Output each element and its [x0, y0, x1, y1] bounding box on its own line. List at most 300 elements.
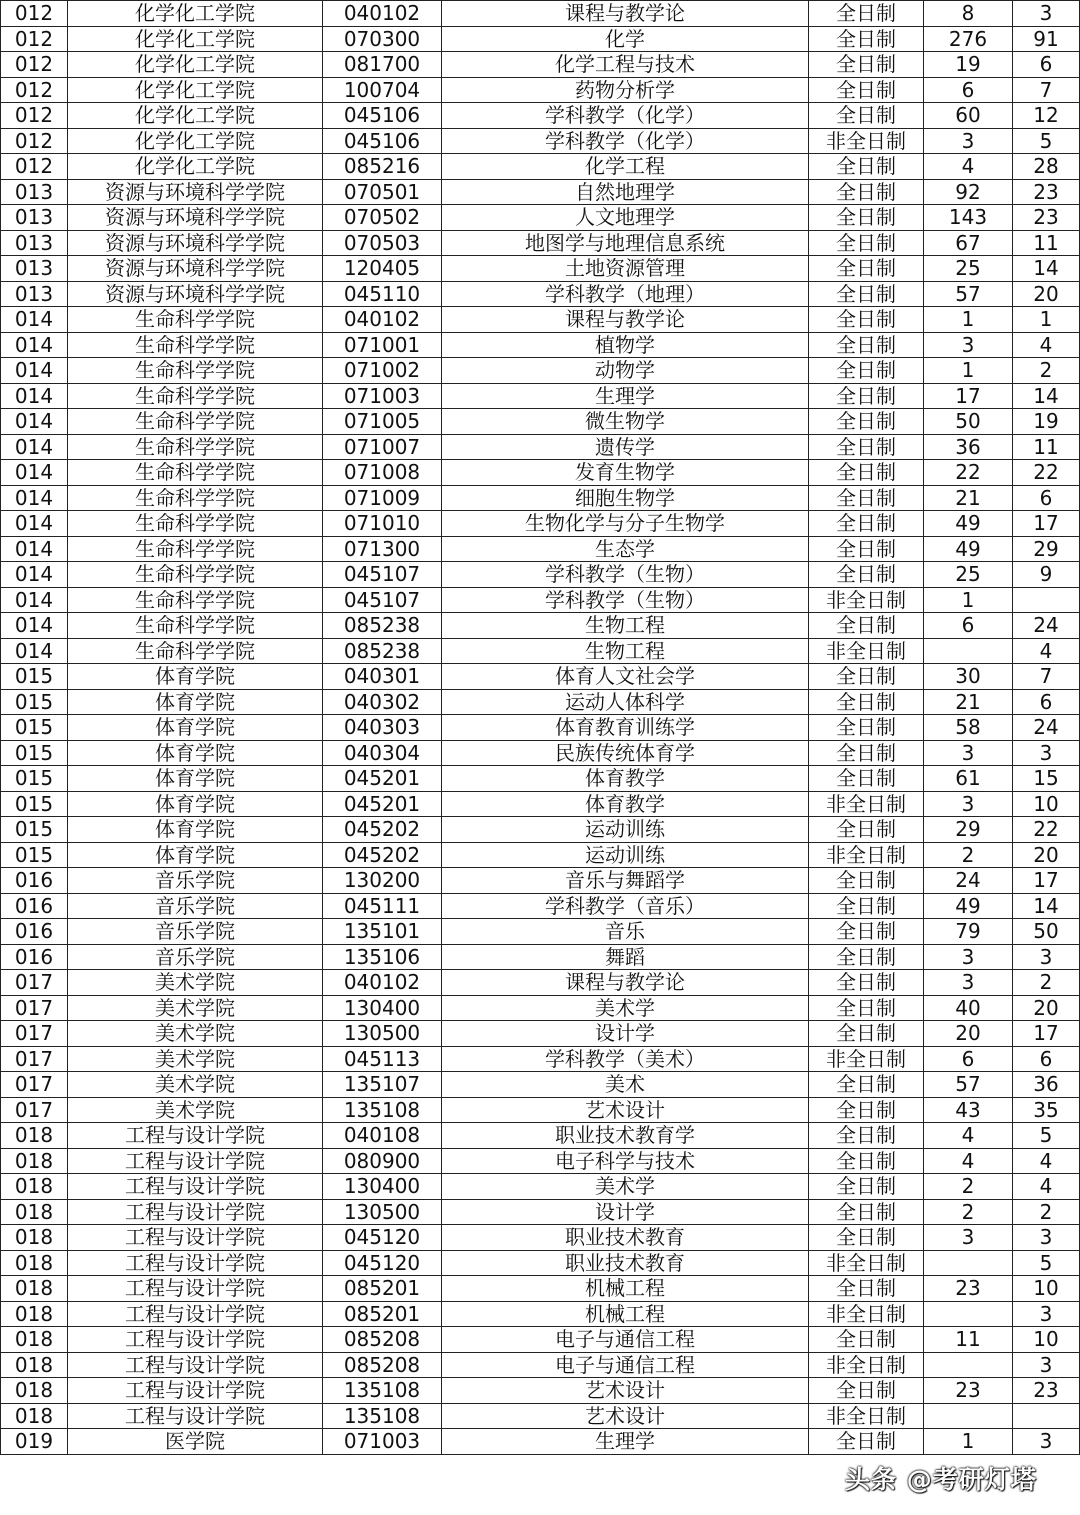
major-code-cell: 070501 — [323, 179, 442, 205]
college-code-cell: 015 — [1, 715, 68, 741]
count-b-cell: 6 — [1013, 485, 1080, 511]
study-mode-cell: 全日制 — [809, 1174, 924, 1200]
major-code-cell: 130400 — [323, 995, 442, 1021]
major-name-cell: 课程与教学论 — [442, 970, 809, 996]
count-b-cell: 17 — [1013, 1021, 1080, 1047]
study-mode-cell: 全日制 — [809, 434, 924, 460]
college-name-cell: 生命科学学院 — [68, 434, 323, 460]
college-name-cell: 生命科学学院 — [68, 562, 323, 588]
major-code-cell: 085238 — [323, 638, 442, 664]
count-a-cell: 2 — [924, 842, 1013, 868]
count-b-cell: 10 — [1013, 791, 1080, 817]
count-a-cell: 8 — [924, 1, 1013, 27]
major-name-cell: 地图学与地理信息系统 — [442, 230, 809, 256]
count-b-cell: 5 — [1013, 128, 1080, 154]
major-name-cell: 音乐与舞蹈学 — [442, 868, 809, 894]
study-mode-cell: 全日制 — [809, 1199, 924, 1225]
study-mode-cell: 全日制 — [809, 817, 924, 843]
count-a-cell: 4 — [924, 1123, 1013, 1149]
table-row — [1, 1327, 1080, 1353]
college-name-cell: 体育学院 — [68, 766, 323, 792]
major-code-cell: 081700 — [323, 52, 442, 78]
study-mode-cell: 全日制 — [809, 1429, 924, 1455]
study-mode-cell: 全日制 — [809, 689, 924, 715]
college-code-cell: 014 — [1, 460, 68, 486]
count-a-cell: 11 — [924, 1327, 1013, 1353]
major-name-cell: 生理学 — [442, 1429, 809, 1455]
college-code-cell: 018 — [1, 1174, 68, 1200]
college-name-cell: 体育学院 — [68, 715, 323, 741]
table-row — [1, 536, 1080, 562]
major-name-cell: 体育教学 — [442, 766, 809, 792]
table-row — [1, 409, 1080, 435]
table-row — [1, 26, 1080, 52]
major-name-cell: 生态学 — [442, 536, 809, 562]
college-name-cell: 工程与设计学院 — [68, 1301, 323, 1327]
table-row — [1, 281, 1080, 307]
count-a-cell: 21 — [924, 485, 1013, 511]
table-row — [1, 562, 1080, 588]
table-row — [1, 1378, 1080, 1404]
count-b-cell: 1 — [1013, 307, 1080, 333]
college-code-cell: 015 — [1, 664, 68, 690]
table-row — [1, 664, 1080, 690]
college-name-cell: 资源与环境科学学院 — [68, 179, 323, 205]
college-code-cell: 016 — [1, 893, 68, 919]
college-code-cell: 014 — [1, 332, 68, 358]
college-name-cell: 音乐学院 — [68, 944, 323, 970]
college-code-cell: 017 — [1, 970, 68, 996]
count-b-cell: 3 — [1013, 1225, 1080, 1251]
count-b-cell: 9 — [1013, 562, 1080, 588]
table-row — [1, 205, 1080, 231]
count-a-cell: 24 — [924, 868, 1013, 894]
study-mode-cell: 全日制 — [809, 230, 924, 256]
table-row — [1, 256, 1080, 282]
college-code-cell: 016 — [1, 919, 68, 945]
major-code-cell: 080900 — [323, 1148, 442, 1174]
major-code-cell: 040102 — [323, 307, 442, 333]
study-mode-cell: 全日制 — [809, 179, 924, 205]
count-b-cell: 7 — [1013, 664, 1080, 690]
college-code-cell: 018 — [1, 1403, 68, 1429]
table-row — [1, 485, 1080, 511]
major-code-cell: 045120 — [323, 1225, 442, 1251]
college-name-cell: 工程与设计学院 — [68, 1403, 323, 1429]
college-name-cell: 生命科学学院 — [68, 485, 323, 511]
major-name-cell: 学科教学（音乐） — [442, 893, 809, 919]
college-name-cell: 生命科学学院 — [68, 613, 323, 639]
major-code-cell: 040303 — [323, 715, 442, 741]
major-name-cell: 学科教学（地理） — [442, 281, 809, 307]
study-mode-cell: 非全日制 — [809, 128, 924, 154]
college-code-cell: 017 — [1, 1072, 68, 1098]
table-row — [1, 791, 1080, 817]
table-row — [1, 332, 1080, 358]
count-a-cell — [924, 1301, 1013, 1327]
major-name-cell: 艺术设计 — [442, 1097, 809, 1123]
major-name-cell: 化学工程与技术 — [442, 52, 809, 78]
table-row — [1, 1097, 1080, 1123]
major-code-cell: 071008 — [323, 460, 442, 486]
major-name-cell: 学科教学（化学） — [442, 128, 809, 154]
major-code-cell: 045107 — [323, 562, 442, 588]
college-code-cell: 012 — [1, 1, 68, 27]
count-a-cell: 49 — [924, 893, 1013, 919]
major-code-cell: 071003 — [323, 1429, 442, 1455]
count-a-cell — [924, 1403, 1013, 1429]
count-b-cell: 19 — [1013, 409, 1080, 435]
table-row — [1, 970, 1080, 996]
count-b-cell: 12 — [1013, 103, 1080, 129]
study-mode-cell: 非全日制 — [809, 791, 924, 817]
study-mode-cell: 全日制 — [809, 1378, 924, 1404]
college-code-cell: 012 — [1, 52, 68, 78]
major-code-cell: 135106 — [323, 944, 442, 970]
study-mode-cell: 全日制 — [809, 562, 924, 588]
major-name-cell: 舞蹈 — [442, 944, 809, 970]
college-name-cell: 工程与设计学院 — [68, 1148, 323, 1174]
major-name-cell: 药物分析学 — [442, 77, 809, 103]
count-a-cell: 6 — [924, 77, 1013, 103]
count-b-cell: 3 — [1013, 1301, 1080, 1327]
count-a-cell: 6 — [924, 613, 1013, 639]
college-code-cell: 018 — [1, 1250, 68, 1276]
count-a-cell: 92 — [924, 179, 1013, 205]
study-mode-cell: 全日制 — [809, 409, 924, 435]
major-code-cell: 045107 — [323, 587, 442, 613]
college-code-cell: 014 — [1, 358, 68, 384]
major-name-cell: 民族传统体育学 — [442, 740, 809, 766]
college-code-cell: 015 — [1, 817, 68, 843]
count-b-cell: 14 — [1013, 893, 1080, 919]
count-a-cell: 79 — [924, 919, 1013, 945]
college-code-cell: 012 — [1, 154, 68, 180]
college-code-cell: 015 — [1, 842, 68, 868]
major-code-cell: 045201 — [323, 766, 442, 792]
count-a-cell: 3 — [924, 740, 1013, 766]
count-a-cell: 276 — [924, 26, 1013, 52]
count-a-cell — [924, 1352, 1013, 1378]
major-code-cell: 130400 — [323, 1174, 442, 1200]
major-name-cell: 生物工程 — [442, 638, 809, 664]
table-row — [1, 1174, 1080, 1200]
college-code-cell: 014 — [1, 383, 68, 409]
major-code-cell: 040102 — [323, 970, 442, 996]
major-code-cell: 045202 — [323, 842, 442, 868]
major-code-cell: 070502 — [323, 205, 442, 231]
college-name-cell: 化学化工学院 — [68, 154, 323, 180]
major-name-cell: 学科教学（生物） — [442, 587, 809, 613]
count-a-cell: 3 — [924, 1225, 1013, 1251]
table-row — [1, 1403, 1080, 1429]
college-code-cell: 014 — [1, 613, 68, 639]
college-code-cell: 014 — [1, 409, 68, 435]
college-code-cell: 012 — [1, 77, 68, 103]
count-a-cell — [924, 638, 1013, 664]
count-a-cell: 19 — [924, 52, 1013, 78]
table-row — [1, 842, 1080, 868]
table-row — [1, 1123, 1080, 1149]
study-mode-cell: 全日制 — [809, 766, 924, 792]
table-row — [1, 1352, 1080, 1378]
count-b-cell: 23 — [1013, 1378, 1080, 1404]
count-b-cell: 3 — [1013, 1, 1080, 27]
study-mode-cell: 全日制 — [809, 307, 924, 333]
major-name-cell: 职业技术教育 — [442, 1250, 809, 1276]
major-name-cell: 学科教学（生物） — [442, 562, 809, 588]
study-mode-cell: 全日制 — [809, 1148, 924, 1174]
major-name-cell: 生物工程 — [442, 613, 809, 639]
study-mode-cell: 全日制 — [809, 1276, 924, 1302]
count-b-cell: 28 — [1013, 154, 1080, 180]
major-code-cell: 135108 — [323, 1403, 442, 1429]
table-row — [1, 230, 1080, 256]
major-name-cell: 发育生物学 — [442, 460, 809, 486]
college-code-cell: 018 — [1, 1378, 68, 1404]
study-mode-cell: 全日制 — [809, 970, 924, 996]
college-code-cell: 013 — [1, 205, 68, 231]
major-name-cell: 细胞生物学 — [442, 485, 809, 511]
college-name-cell: 体育学院 — [68, 664, 323, 690]
study-mode-cell: 全日制 — [809, 281, 924, 307]
major-name-cell: 遗传学 — [442, 434, 809, 460]
count-b-cell: 3 — [1013, 1429, 1080, 1455]
major-name-cell: 学科教学（美术） — [442, 1046, 809, 1072]
count-b-cell: 22 — [1013, 460, 1080, 486]
major-name-cell: 学科教学（化学） — [442, 103, 809, 129]
count-a-cell: 1 — [924, 1429, 1013, 1455]
college-code-cell: 015 — [1, 740, 68, 766]
major-code-cell: 045106 — [323, 103, 442, 129]
college-name-cell: 美术学院 — [68, 1072, 323, 1098]
college-name-cell: 体育学院 — [68, 791, 323, 817]
count-b-cell: 50 — [1013, 919, 1080, 945]
table-row — [1, 1046, 1080, 1072]
college-name-cell: 生命科学学院 — [68, 409, 323, 435]
college-code-cell: 014 — [1, 485, 68, 511]
count-a-cell: 36 — [924, 434, 1013, 460]
study-mode-cell: 全日制 — [809, 1, 924, 27]
study-mode-cell: 全日制 — [809, 893, 924, 919]
college-name-cell: 音乐学院 — [68, 868, 323, 894]
college-code-cell: 012 — [1, 26, 68, 52]
college-name-cell: 美术学院 — [68, 970, 323, 996]
count-b-cell: 24 — [1013, 715, 1080, 741]
college-name-cell: 生命科学学院 — [68, 307, 323, 333]
major-name-cell: 化学工程 — [442, 154, 809, 180]
table-row — [1, 1225, 1080, 1251]
count-b-cell: 24 — [1013, 613, 1080, 639]
college-code-cell: 014 — [1, 638, 68, 664]
count-a-cell: 2 — [924, 1174, 1013, 1200]
study-mode-cell: 非全日制 — [809, 1250, 924, 1276]
major-code-cell: 085201 — [323, 1276, 442, 1302]
major-name-cell: 生理学 — [442, 383, 809, 409]
college-code-cell: 012 — [1, 103, 68, 129]
table-row — [1, 358, 1080, 384]
count-b-cell: 2 — [1013, 970, 1080, 996]
college-name-cell: 工程与设计学院 — [68, 1327, 323, 1353]
study-mode-cell: 全日制 — [809, 52, 924, 78]
table-row — [1, 1199, 1080, 1225]
college-name-cell: 生命科学学院 — [68, 460, 323, 486]
study-mode-cell: 全日制 — [809, 715, 924, 741]
count-a-cell: 143 — [924, 205, 1013, 231]
major-code-cell: 045202 — [323, 817, 442, 843]
study-mode-cell: 全日制 — [809, 1021, 924, 1047]
table-row — [1, 460, 1080, 486]
college-code-cell: 017 — [1, 1021, 68, 1047]
table-row — [1, 944, 1080, 970]
college-name-cell: 医学院 — [68, 1429, 323, 1455]
count-b-cell: 4 — [1013, 638, 1080, 664]
table-row — [1, 383, 1080, 409]
count-b-cell: 3 — [1013, 944, 1080, 970]
count-a-cell: 4 — [924, 154, 1013, 180]
major-name-cell: 课程与教学论 — [442, 307, 809, 333]
count-b-cell: 20 — [1013, 842, 1080, 868]
major-name-cell: 美术学 — [442, 995, 809, 1021]
college-code-cell: 018 — [1, 1327, 68, 1353]
count-a-cell: 67 — [924, 230, 1013, 256]
table-row — [1, 613, 1080, 639]
major-code-cell: 135108 — [323, 1097, 442, 1123]
major-name-cell: 植物学 — [442, 332, 809, 358]
college-code-cell: 013 — [1, 256, 68, 282]
college-name-cell: 化学化工学院 — [68, 52, 323, 78]
study-mode-cell: 全日制 — [809, 868, 924, 894]
major-name-cell: 运动人体科学 — [442, 689, 809, 715]
college-name-cell: 工程与设计学院 — [68, 1352, 323, 1378]
college-name-cell: 工程与设计学院 — [68, 1199, 323, 1225]
count-b-cell: 22 — [1013, 817, 1080, 843]
count-b-cell — [1013, 587, 1080, 613]
count-a-cell: 22 — [924, 460, 1013, 486]
study-mode-cell: 全日制 — [809, 460, 924, 486]
college-name-cell: 美术学院 — [68, 1021, 323, 1047]
major-code-cell: 135101 — [323, 919, 442, 945]
study-mode-cell: 全日制 — [809, 1072, 924, 1098]
major-name-cell: 职业技术教育 — [442, 1225, 809, 1251]
major-name-cell: 土地资源管理 — [442, 256, 809, 282]
college-code-cell: 014 — [1, 434, 68, 460]
count-a-cell: 3 — [924, 128, 1013, 154]
count-b-cell: 17 — [1013, 511, 1080, 537]
table-row — [1, 868, 1080, 894]
major-code-cell: 135107 — [323, 1072, 442, 1098]
college-code-cell: 015 — [1, 689, 68, 715]
major-name-cell: 动物学 — [442, 358, 809, 384]
major-code-cell: 085208 — [323, 1327, 442, 1353]
college-name-cell: 化学化工学院 — [68, 128, 323, 154]
major-code-cell: 040304 — [323, 740, 442, 766]
major-code-cell: 045201 — [323, 791, 442, 817]
major-name-cell: 美术学 — [442, 1174, 809, 1200]
count-b-cell: 3 — [1013, 740, 1080, 766]
college-name-cell: 化学化工学院 — [68, 77, 323, 103]
study-mode-cell: 全日制 — [809, 995, 924, 1021]
study-mode-cell: 全日制 — [809, 26, 924, 52]
table-row — [1, 128, 1080, 154]
count-a-cell: 23 — [924, 1378, 1013, 1404]
major-code-cell: 100704 — [323, 77, 442, 103]
table-row — [1, 77, 1080, 103]
count-b-cell: 6 — [1013, 52, 1080, 78]
college-name-cell: 音乐学院 — [68, 919, 323, 945]
college-name-cell: 工程与设计学院 — [68, 1174, 323, 1200]
major-code-cell: 045110 — [323, 281, 442, 307]
count-b-cell: 5 — [1013, 1123, 1080, 1149]
college-code-cell: 018 — [1, 1123, 68, 1149]
major-name-cell: 职业技术教育学 — [442, 1123, 809, 1149]
major-name-cell: 运动训练 — [442, 842, 809, 868]
table-row — [1, 740, 1080, 766]
count-a-cell: 3 — [924, 944, 1013, 970]
count-a-cell: 4 — [924, 1148, 1013, 1174]
major-code-cell: 070503 — [323, 230, 442, 256]
major-code-cell: 070300 — [323, 26, 442, 52]
college-code-cell: 018 — [1, 1301, 68, 1327]
college-name-cell: 资源与环境科学学院 — [68, 256, 323, 282]
major-code-cell: 040102 — [323, 1, 442, 27]
major-name-cell: 艺术设计 — [442, 1378, 809, 1404]
college-code-cell: 014 — [1, 536, 68, 562]
college-name-cell: 资源与环境科学学院 — [68, 205, 323, 231]
table-row — [1, 52, 1080, 78]
major-name-cell: 设计学 — [442, 1199, 809, 1225]
study-mode-cell: 全日制 — [809, 1225, 924, 1251]
major-code-cell: 045106 — [323, 128, 442, 154]
major-name-cell: 体育教育训练学 — [442, 715, 809, 741]
table-row — [1, 1276, 1080, 1302]
major-code-cell: 071003 — [323, 383, 442, 409]
count-b-cell: 20 — [1013, 995, 1080, 1021]
college-code-cell: 017 — [1, 995, 68, 1021]
study-mode-cell: 全日制 — [809, 256, 924, 282]
table-row — [1, 817, 1080, 843]
college-code-cell: 015 — [1, 766, 68, 792]
major-code-cell: 085208 — [323, 1352, 442, 1378]
college-name-cell: 工程与设计学院 — [68, 1276, 323, 1302]
study-mode-cell: 非全日制 — [809, 1403, 924, 1429]
major-code-cell: 040108 — [323, 1123, 442, 1149]
count-a-cell: 57 — [924, 1072, 1013, 1098]
count-a-cell: 60 — [924, 103, 1013, 129]
count-b-cell: 14 — [1013, 256, 1080, 282]
study-mode-cell: 全日制 — [809, 485, 924, 511]
count-a-cell: 50 — [924, 409, 1013, 435]
count-b-cell: 2 — [1013, 1199, 1080, 1225]
college-name-cell: 资源与环境科学学院 — [68, 281, 323, 307]
major-code-cell: 071009 — [323, 485, 442, 511]
major-code-cell: 040301 — [323, 664, 442, 690]
college-code-cell: 017 — [1, 1097, 68, 1123]
major-name-cell: 微生物学 — [442, 409, 809, 435]
study-mode-cell: 全日制 — [809, 944, 924, 970]
college-name-cell: 工程与设计学院 — [68, 1378, 323, 1404]
college-name-cell: 生命科学学院 — [68, 332, 323, 358]
major-name-cell: 体育教学 — [442, 791, 809, 817]
count-a-cell: 29 — [924, 817, 1013, 843]
count-a-cell: 30 — [924, 664, 1013, 690]
college-name-cell: 体育学院 — [68, 689, 323, 715]
college-name-cell: 体育学院 — [68, 817, 323, 843]
major-code-cell: 071001 — [323, 332, 442, 358]
college-code-cell: 018 — [1, 1199, 68, 1225]
table-row — [1, 919, 1080, 945]
major-name-cell: 机械工程 — [442, 1276, 809, 1302]
